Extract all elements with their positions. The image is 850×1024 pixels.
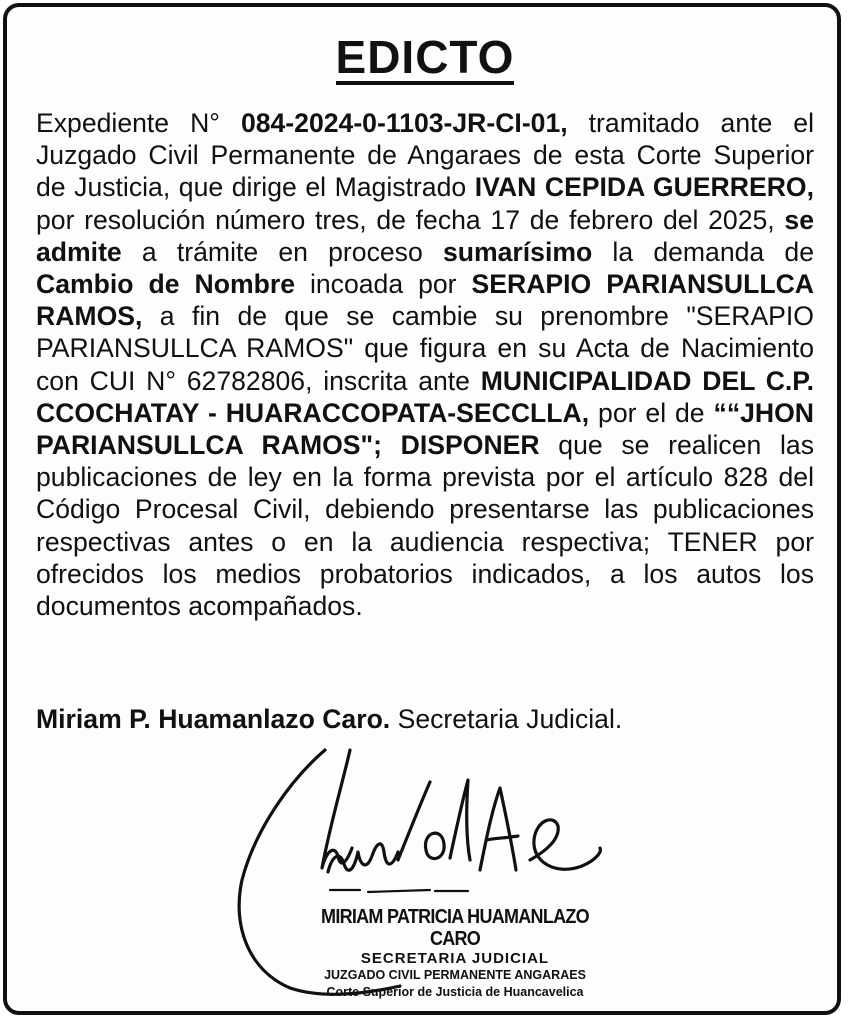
body-text: incoada por xyxy=(294,269,472,300)
stamp-role: SECRETARIA JUDICIAL xyxy=(360,950,550,967)
body-text: que se realicen las publicaciones de ley en la forma prevista por el artículo 828 del Código Procesal Civil, debiendo presentarse las publicaciones respectivas antes o en la audiencia respectiva; TENER por ofrecidos los medios probatorios indicados, a los autos los documentos acompañados. xyxy=(36,430,814,622)
stamp-court: JUZGADO CIVIL PERMANENTE ANGARAES xyxy=(324,968,586,982)
body-text: la demanda de xyxy=(592,236,814,267)
body-text: Expediente N° xyxy=(36,108,241,138)
stamp-jurisdiction: Corte Superior de Justicia de Huancavelica xyxy=(326,985,584,999)
sumarisimo-text: sumarísimo xyxy=(442,236,593,267)
signatory-role: Secretaria Judicial. xyxy=(390,704,623,734)
magistrate-name: IVAN CEPIDA GUERRERO, xyxy=(474,172,814,203)
new-name: ““JHON PARIANSULLCA RAMOS"; DISPONER xyxy=(36,397,814,461)
stamp-name: MIRIAM PATRICIA HUAMANLAZO CARO xyxy=(321,906,589,950)
plaintiff-name: SERAPIO PARIANSULLCA RAMOS, xyxy=(36,269,815,332)
official-stamp xyxy=(285,906,625,1001)
signatory-name: Miriam P. Huamanlazo Caro. xyxy=(36,704,391,734)
body-text: por el de xyxy=(589,397,714,428)
body-text: a fin de que se cambie su prenombre "SERAPIO PARIANSULLCA RAMOS" que figura en su Acta de Nacimiento con CUI N° 62782806, inscrita ante xyxy=(36,301,814,396)
body-text: tramitado ante el Juzgado Civil Permanente de Angaraes de esta Corte Superior de Justicia, que dirige el Magistrado xyxy=(36,108,814,203)
expediente-number: 084-2024-0-1103-JR-CI-01, xyxy=(240,108,568,138)
body-text: a trámite en proceso xyxy=(121,236,443,267)
municipality-name: MUNICIPALIDAD DEL C.P. CCOCHATAY - HUARACCOPATA-SECCLLA, xyxy=(36,365,814,428)
admite-text: se admite xyxy=(36,204,814,267)
edict-body xyxy=(36,107,814,622)
cambio-text: Cambio de Nombre xyxy=(36,269,295,300)
document-title: EDICTO xyxy=(0,30,850,85)
body-text: por resolución número tres, de fecha 17 de febrero del 2025, xyxy=(36,204,785,235)
signatory-line xyxy=(36,703,814,735)
